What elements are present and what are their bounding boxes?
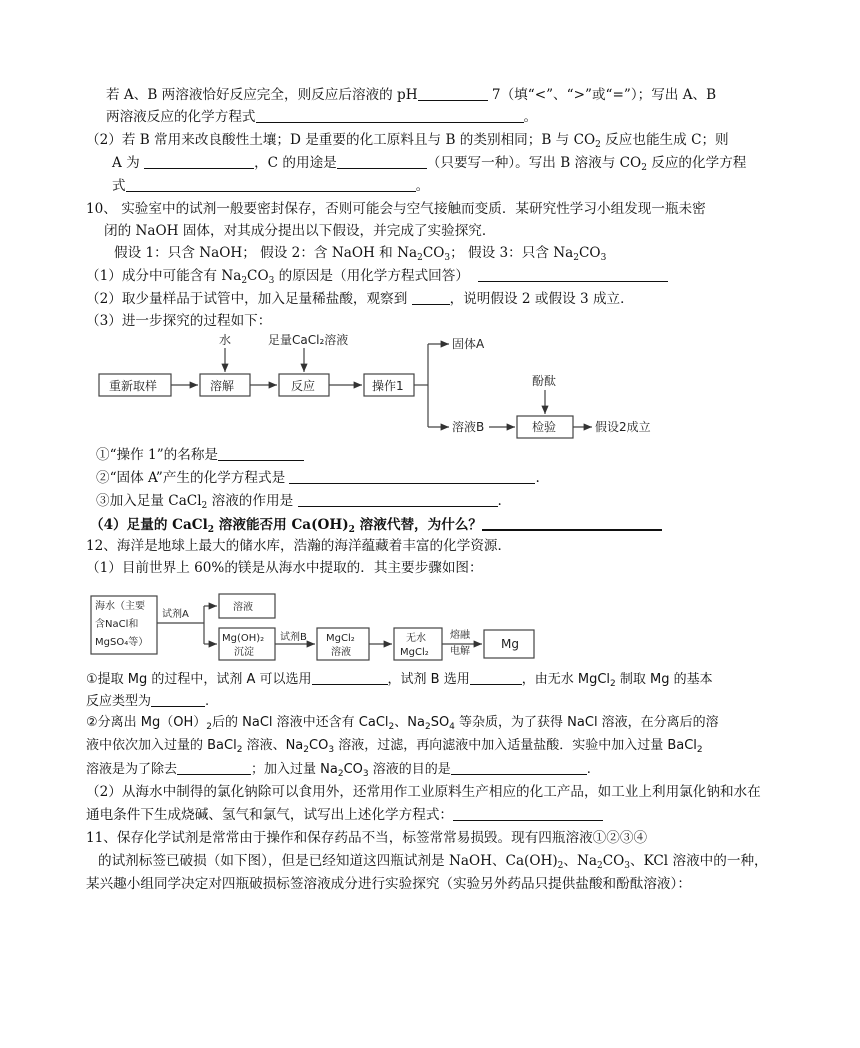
q10-c3: ③加入足量 CaCl$_2$ 溶液的作用是 . [96, 493, 502, 511]
answer-blank[interactable] [418, 86, 488, 101]
prev-ph-line: 若 A、B 两溶液恰好反应完全，则反应后溶液的 pH 7（填“<”、“>”或“=”）；写出 A、B [106, 87, 717, 103]
label-react: 反应 [291, 379, 316, 393]
q12-part1: （1）目前世界上 60%的镁是从海水中提取的．其主要步骤如图： [86, 560, 483, 576]
prev-equation-line: 两溶液反应的化学方程式 。 [106, 109, 538, 125]
q10-intro-line1: 10、 实验室中的试剂一般要密封保存，否则可能会与空气接触而变质．某研究性学习小组发现一瓶未密 [86, 201, 706, 217]
q11-intro-line2: 的试剂标签已破损（如下图），但是已经知道这四瓶试剂是 NaOH、$Ca(OH)_2$、$Na_2CO_3$、KCl 溶液中的一种， [98, 853, 768, 871]
naoh-flow-diagram [96, 330, 676, 444]
label-dissolve: 溶解 [210, 379, 235, 393]
answer-blank[interactable] [126, 177, 416, 192]
label-precipitate: 沉淀 [234, 647, 254, 658]
answer-blank[interactable] [453, 806, 603, 821]
label-molten: 熔融 [450, 630, 470, 641]
answer-blank[interactable] [298, 492, 498, 507]
q10-sub1: （1）成分中可能含有 $Na_2CO_3$ 的原因是（用化学方程式回答） [86, 267, 668, 285]
answer-blank[interactable] [470, 670, 522, 685]
label-anhydrous: 无水 [406, 633, 426, 644]
label-hypothesis2: 假设2成立 [595, 420, 651, 434]
label-mgcl2: MgCl₂ [326, 633, 355, 644]
q12-part2-line1: （2）从海水中制得的氯化钠除可以食用外，还常用作工业原料生产相应的化工产品，如工业上利用氯化钠和水在 [86, 784, 761, 800]
answer-blank[interactable] [451, 760, 587, 775]
q10-sub3: （3）进一步探究的过程如下： [86, 313, 272, 329]
q10-intro-line2: 闭的 NaOH 固体，对其成分提出以下假设，并完成了实验探究． [104, 223, 496, 239]
answer-blank[interactable] [412, 290, 450, 305]
q11-intro-line1: 11、保存化学试剂是常常由于操作和保存药品不当，标签常常易损毁。现有四瓶溶液①②③④ [86, 830, 648, 846]
answer-blank[interactable] [478, 267, 668, 282]
q12-a2: 反应类型为 . [86, 694, 210, 709]
label-test: 检验 [532, 420, 557, 434]
label-solution: 溶液 [233, 602, 253, 613]
q10-c4: （4）足量的 CaCl$_2$ 溶液能否用 $Ca(OH)_2$ 溶液代替，为什么？ [90, 515, 662, 534]
q10-c2: ②“固体 A”产生的化学方程式是 . [96, 470, 540, 486]
q10-c1: ①“操作 1”的名称是 [96, 446, 304, 464]
q12-intro: 12、海洋是地球上最大的储水库，浩瀚的海洋蕴藏着丰富的化学资源． [86, 538, 512, 554]
answer-blank[interactable] [312, 670, 388, 685]
label-electrolysis: 电解 [450, 646, 470, 657]
label-solid-a: 固体A [452, 337, 485, 351]
label-seawater-1: 海水（主要 [95, 601, 145, 612]
prev-part2-line1: （2）若 B 常用来改良酸性土壤；D 是重要的化工原料且与 B 的类别相同；B 与 $CO_2$ 反应也能生成 C；则 [86, 132, 729, 150]
answer-blank[interactable] [482, 515, 662, 531]
q12-b3: 溶液是为了除去 ；加入过量 $Na_2CO_3$ 溶液的目的是 . [86, 762, 591, 779]
answer-blank[interactable] [337, 154, 427, 169]
label-mgcl2-solution: 溶液 [331, 647, 351, 658]
q10-sub2: （2）取少量样品于试管中，加入足量稀盐酸，观察到 ，说明假设 2 或假设 3 成立． [86, 291, 634, 307]
label-reagent-b: 试剂B [280, 632, 307, 643]
answer-blank[interactable] [151, 692, 205, 707]
label-anhydrous-mgcl2: MgCl₂ [400, 647, 429, 658]
label-water: 水 [219, 333, 232, 347]
q11-intro-line3: 某兴趣小组同学决定对四瓶破损标签溶液成分进行实验探究（实验另外药品只提供盐酸和酚酞溶液）： [86, 876, 691, 892]
answer-blank[interactable] [144, 154, 254, 169]
answer-blank[interactable] [256, 108, 524, 123]
label-solution-b: 溶液B [452, 420, 485, 434]
label-mg: Mg [501, 637, 519, 651]
q12-b2: 液中依次加入过量的 BaCl$_2$ 溶液、$Na_2CO_3$ 溶液，过滤，再向滤液中加入适量盐酸．实验中加入过量 BaCl$_2$ [86, 738, 703, 755]
answer-blank[interactable] [177, 760, 251, 775]
q12-b1: ②分离出 $Mg(OH)_2$后的 NaCl 溶液中还含有 CaCl$_2$、$Na_2SO_4$ 等杂质，为了获得 NaCl 溶液，在分离后的溶 [86, 715, 719, 732]
label-phenolphthalein: 酚酞 [532, 374, 557, 388]
q10-hypotheses: 假设 1：只含 NaOH； 假设 2：含 NaOH 和 $Na_2CO_3$； 假设 3：只含 $Na_2CO_3$ [114, 245, 607, 263]
label-operation1: 操作1 [372, 379, 404, 393]
q12-part2-line2: 通电条件下生成烧碱、氢气和氯气，试写出上述化学方程式： [86, 806, 603, 824]
answer-blank[interactable] [218, 446, 304, 461]
label-cacl2: 足量CaCl₂溶液 [268, 333, 349, 347]
label-reagent-a: 试剂A [162, 609, 189, 620]
q12-a1: ①提取 Mg 的过程中，试剂 A 可以选用 ，试剂 B 选用 ，由无水 MgCl$_2$ 制取 Mg 的基本 [86, 672, 713, 689]
prev-part2-line3: 式 。 [112, 178, 430, 194]
label-resample: 重新取样 [109, 379, 158, 393]
magnesium-flow-diagram [88, 590, 548, 670]
label-seawater-2: 含NaCl和 [95, 619, 139, 630]
prev-part2-line2: A 为 ，C 的用途是 （只要写一种）。写出 B 溶液与 $CO_2$ 反应的化学方程 [112, 155, 747, 173]
label-seawater-3: MgSO₄等） [95, 637, 149, 648]
label-mgoh2: Mg(OH)₂ [222, 633, 265, 644]
answer-blank[interactable] [289, 469, 535, 484]
